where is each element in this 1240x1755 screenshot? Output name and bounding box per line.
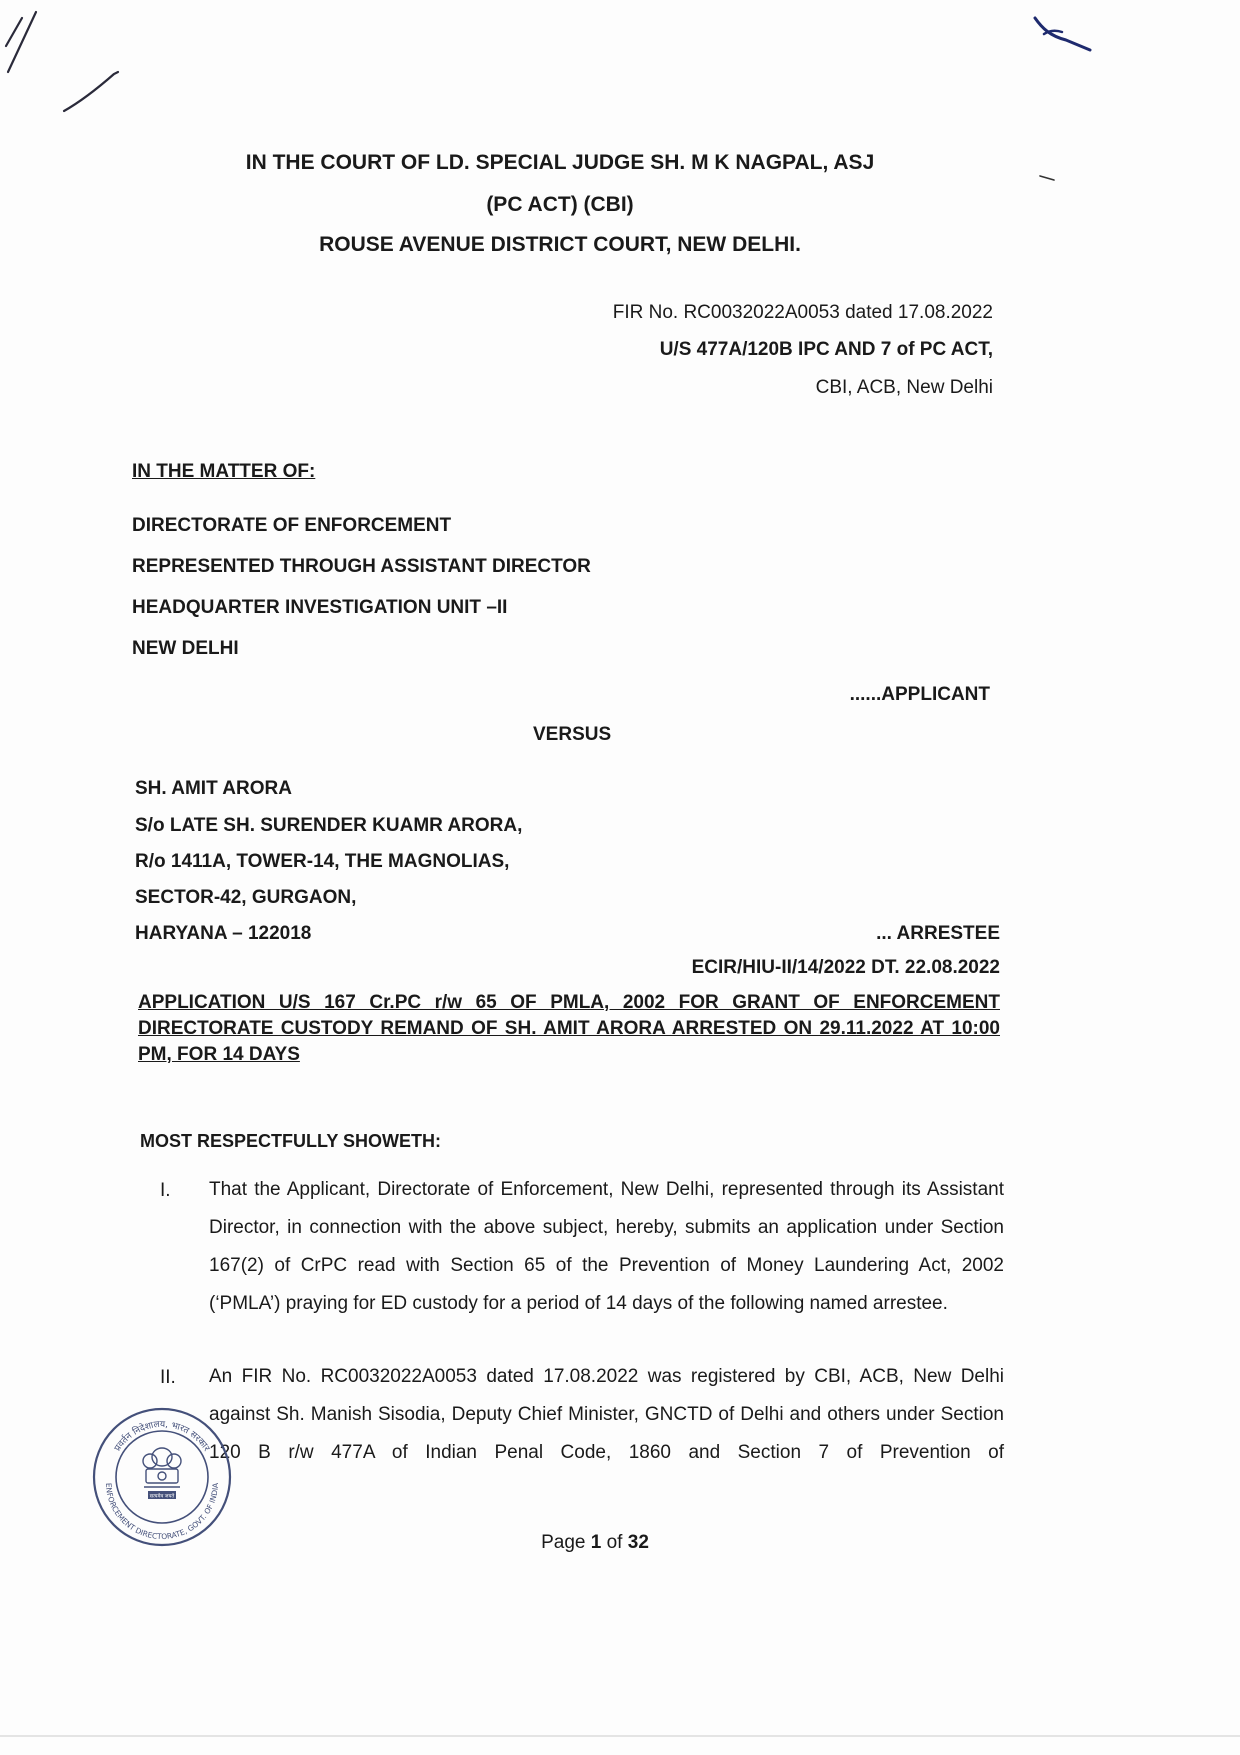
application-subject: APPLICATION U/S 167 Cr.PC r/w 65 OF PMLA, 2002 FOR GRANT OF ENFORCEMENT DIRECTORATE CUSTODY REMAND OF SH. AMIT ARORA ARRESTED ON 29.11.2022 AT 10:00 PM, FOR 14 DAYS <box>138 992 1000 1065</box>
applicant-line: DIRECTORATE OF ENFORCEMENT <box>132 515 452 536</box>
versus-label: VERSUS <box>533 724 612 745</box>
paragraph-number: I. <box>160 1180 171 1201</box>
applicant-line: NEW DELHI <box>132 638 239 659</box>
fir-sections: U/S 477A/120B IPC AND 7 of PC ACT, <box>659 339 993 360</box>
court-header-line2: (PC ACT) (CBI) <box>486 193 634 216</box>
applicant-line: REPRESENTED THROUGH ASSISTANT DIRECTOR <box>132 556 591 577</box>
applicant-role: ......APPLICANT <box>849 684 990 705</box>
enforcement-directorate-seal <box>90 1405 235 1550</box>
pen-mark-top-right <box>1030 10 1100 60</box>
footer-page-word: Page <box>541 1532 586 1553</box>
paragraph-text: An FIR No. RC0032022A0053 dated 17.08.2022 was registered by CBI, ACB, New Delhi against Sh. Manish Sisodia, Deputy Chief Minister, GNCTD of Delhi and others under Section 120 B r/w 477A of Indian Penal Code, 1860 and Section 7 of Prevention of <box>209 1366 1004 1463</box>
arrestee-line: SH. AMIT ARORA <box>135 778 292 799</box>
ecir-reference: ECIR/HIU-II/14/2022 DT. 22.08.2022 <box>691 957 1000 978</box>
footer-page-total: 32 <box>627 1532 649 1553</box>
page-footer <box>0 1532 1190 1554</box>
court-header-line3: ROUSE AVENUE DISTRICT COURT, NEW DELHI. <box>319 233 801 256</box>
arrestee-line: HARYANA – 122018 <box>135 923 312 944</box>
arrestee-role: ... ARRESTEE <box>876 923 1000 944</box>
svg-text:प्रवर्तन निदेशालय, भारत सरकार: प्रवर्तन निदेशालय, भारत सरकार <box>112 1419 212 1454</box>
applicant-line: HEADQUARTER INVESTIGATION UNIT –II <box>132 597 508 618</box>
paragraph-text: That the Applicant, Directorate of Enforcement, New Delhi, represented through its Assistant Director, in connection with the above subject, hereby, submits an application under Section 167(2) of CrPC read with Section 65 of the Prevention of Money Laundering Act, 2002 (‘PMLA’) praying for ED custody for a period of 14 days of the following named arrestee. <box>209 1179 1004 1314</box>
arrestee-line: SECTOR-42, GURGAON, <box>135 887 357 908</box>
paragraph-number: II. <box>160 1367 176 1388</box>
matter-heading: IN THE MATTER OF: <box>132 461 316 482</box>
pen-mark-top-left <box>0 0 130 130</box>
showeth-heading: MOST RESPECTFULLY SHOWETH: <box>140 1131 442 1151</box>
arrestee-line: S/o LATE SH. SURENDER KUAMR ARORA, <box>135 815 523 836</box>
svg-text:ENFORCEMENT DIRECTORATE, GOVT.: ENFORCEMENT DIRECTORATE, GOVT. OF INDIA <box>103 1482 221 1542</box>
svg-text:सत्यमेव जयते: सत्यमेव जयते <box>149 1493 175 1500</box>
fir-number: FIR No. RC0032022A0053 dated 17.08.2022 <box>612 302 993 323</box>
fir-agency: CBI, ACB, New Delhi <box>815 377 993 398</box>
court-header-line1: IN THE COURT OF LD. SPECIAL JUDGE SH. M K NAGPAL, ASJ <box>245 151 875 174</box>
arrestee-line: R/o 1411A, TOWER-14, THE MAGNOLIAS, <box>135 851 510 872</box>
scan-edge <box>0 1735 1240 1737</box>
footer-page-number: 1 <box>590 1532 602 1553</box>
footer-of-word: of <box>606 1532 623 1553</box>
